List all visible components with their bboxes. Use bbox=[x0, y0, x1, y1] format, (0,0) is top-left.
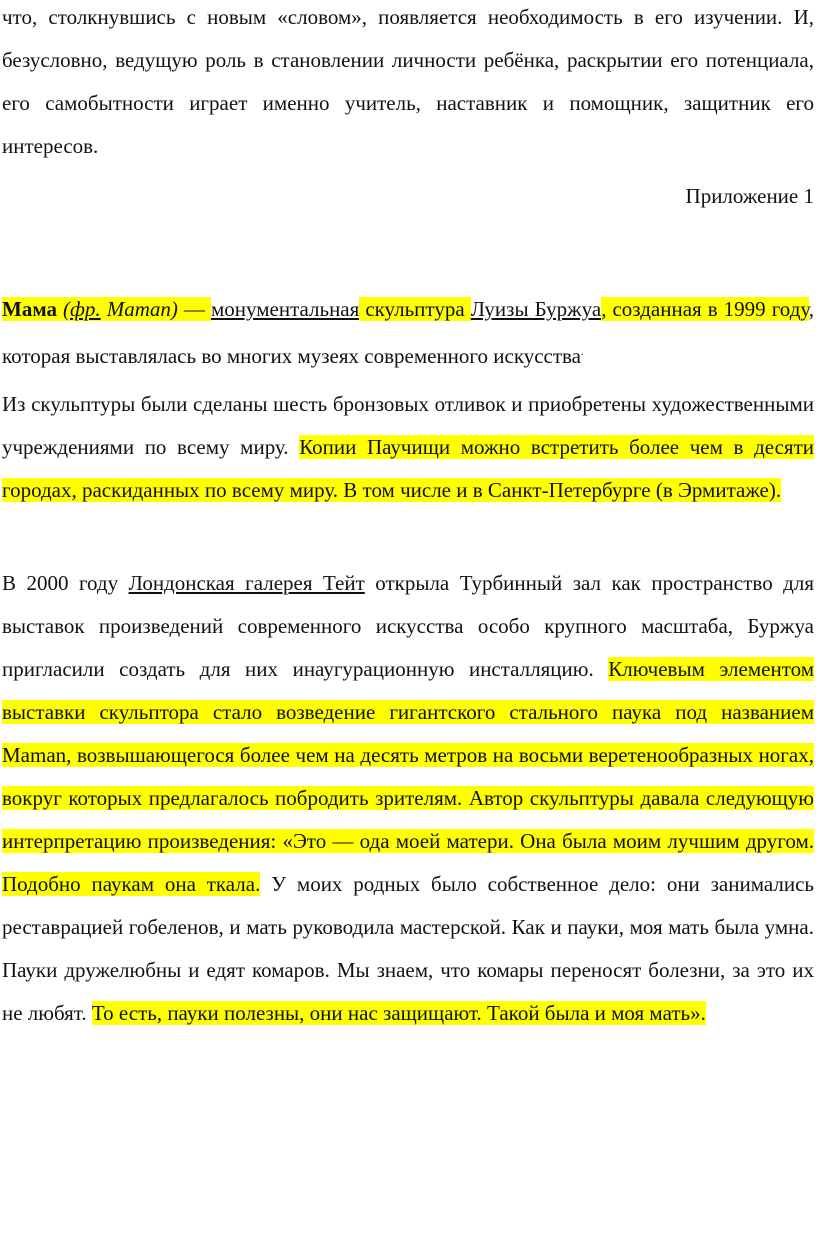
term-lang-link[interactable]: (фр. Maman) bbox=[63, 297, 178, 321]
copies-highlight: Копии Паучищи можно встретить более чем в десяти городах, раскиданных по всему миру. В том числе и в Санкт-Петербурге (в Эрмитаже). bbox=[2, 435, 814, 502]
created-date-text: , созданная в 1999 году bbox=[601, 297, 809, 321]
tate-paragraph bbox=[2, 562, 814, 1035]
castings-paragraph bbox=[2, 383, 814, 512]
intro-text: что, столкнувшись с новым «словом», появляется необходимость в его изучении. И, безусловно, ведущую роль в становлении личности ребёнка, раскрытии его потенциала, его самобытности играет именно учитель, наставник и помощник, защитник его интересов. bbox=[2, 5, 814, 158]
appendix-heading bbox=[2, 175, 814, 218]
castings-text: Из скульптуры были сделаны шесть бронзовых отливок и приобретены художественными учреждениями по всему миру. bbox=[2, 392, 814, 459]
sculpture-word: скульптура bbox=[359, 297, 471, 321]
family-text: У моих родных было собственное дело: они занимались реставрацией гобеленов, и мать руководила мастерской. Как и пауки, моя мать была умна. Пауки дружелюбны и едят комаров. Мы знаем, что комары переносят болезни, за это их не любят. bbox=[2, 872, 814, 1025]
tate-lead: В 2000 году bbox=[2, 571, 129, 595]
appendix-label: Приложение 1 bbox=[685, 184, 814, 208]
maman-definition-paragraph bbox=[2, 288, 814, 378]
spider-highlight: Ключевым элементом выставки скульптора стало возведение гигантского стального паука под названием Maman, возвышающегося более чем на десять метров на восьми веретенообразных ногах, вокруг которых предлагалось побродить зрителям. Автор скульптуры давала следующую интерпретацию произведения: «Это — ода моей матери. Она была моим лучшим другом. Подобно паукам она ткала. bbox=[2, 657, 814, 896]
term-dash: — bbox=[177, 297, 211, 321]
tate-text: открыла Турбинный зал как пространство для выставок произведений современного искусства особо крупного масштаба, Буржуа пригласили создать для них инаугурационную инсталляцию. bbox=[2, 571, 814, 681]
definition-dot: . bbox=[581, 347, 584, 358]
term-title: Мама bbox=[2, 297, 57, 321]
link-tate-gallery[interactable]: Лондонская галерея Тейт bbox=[128, 571, 365, 595]
link-louise-bourgeois[interactable]: Луизы Буржуа bbox=[470, 297, 602, 321]
intro-paragraph bbox=[2, 0, 814, 168]
definition-rest: , которая выставлялась во многих музеях современного искусства bbox=[2, 297, 815, 368]
mother-highlight: То есть, пауки полезны, они нас защищают. Такой была и моя мать». bbox=[91, 1001, 706, 1025]
link-monumental[interactable]: монументальная bbox=[210, 297, 360, 321]
